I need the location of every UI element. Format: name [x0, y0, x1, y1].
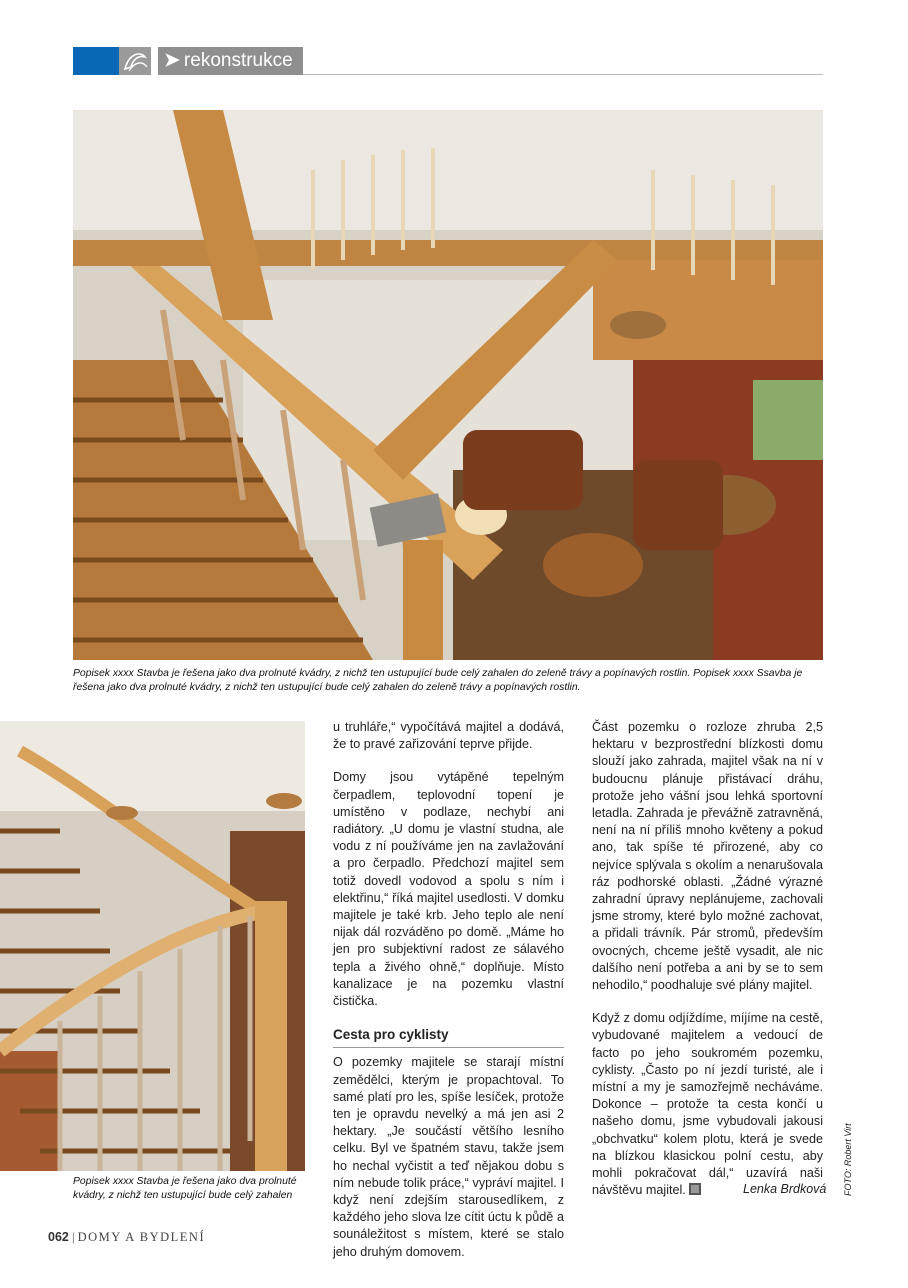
header-rule: [303, 74, 823, 75]
magazine-logo-icon: [119, 47, 151, 75]
section-label: rekonstrukce: [183, 50, 293, 71]
page-footer: [48, 1230, 205, 1245]
paragraph: [592, 1010, 823, 1199]
magazine-name: DOMY A BYDLENÍ: [77, 1230, 206, 1244]
chevron-right-icon: ➤: [164, 50, 180, 71]
paragraph: O pozemky majitele se starají místní zemědělci, kterým je propachtoval. To samé platí pro les, spíše lesíček, protože ten je opravdu nevelký a má jen asi 2 hektary. „Je součástí většího lesního celku. Byl ve špatném stavu, takže jsem ho nechal vyčistit a teď nějakou dobu s ním nebude tolik práce,“ vypráví majitel. I když není zdejším starousedlíkem, z každého jeho slova lze cítit úctu k půdě a sounáležitost s místem, které se stalo jeho druhým domovem.: [333, 1055, 564, 1259]
photo-credit: FOTO: Robert Virt: [843, 1123, 853, 1196]
paragraph: Domy jsou vytápěné tepelným čerpadlem, teplovodní topení je umístěno v podlaze, nechybí ani radiátory. „U domu je vlastní studna, ale vodu z ní používáme jen na zavlažování a pro čerpadlo. Předchozí majitel sem totiž dovedl vodovod a spolu s ním i elektřinu,“ říká majitel usedlosti. V domku majitele je také krb. Jeho teplo ale není nijak dál rozváděno po domě. „Máme ho jen pro subjektivní radost ze sálavého tepla a živého ohně,“ doplňuje. Místo kanalizace je na pozemku vlastní čistička.: [333, 770, 564, 1009]
article-column-2: [592, 719, 823, 1215]
main-photo-caption: Popisek xxxx Stavba je řešena jako dva prolnuté kvádry, z nichž ten ustupující bude celý zahalen do zeleně trávy a popínavých rostlin. Popisek xxxx Ssavba je řešena jako dva prolnuté kvádry, z nichž ten ustupující bude celý zahalen do zeleně trávy a popínavých rostlin.: [73, 668, 803, 693]
paragraph: Část pozemku o rozloze zhruba 2,5 hektaru v bezprostřední blízkosti domu slouží jako zahrada, majitel však na ní v budoucnu plánuje přistávací dráhu, protože jeho vášní jsou lehká sportovní letadla. Zahrada je převážně zatravněná, není na ní příliš mnoho květeny a pokud ano, tak spíše té přirozené, aby co nejvíce splývala s okolím a nenarušovala ráz podhorské oblasti. „Žádné výrazné zahradní úpravy neplánujeme, zachovali jsme stromy, které bylo možné zachovat, a přidali trávník. Pár stromů, především ovocných, chceme ještě vysadit, ale nic dalšího není potřeba a ani by se to sem nehodilo,“ poodhaluje své plány majitel.: [592, 720, 823, 993]
paragraph-text: Když z domu odjíždíme, míjíme na cestě, vybudované majitelem a vedoucí de facto po jeho soukromém pozemku, cyklisty. „Často po ní jezdí turisté, ale i místní a my je samozřejmě necháváme. Dokonce – protože ta cesta končí u našeho domu, jsme vybudovali jakousi „obchvatku“ kolem plotu, která je svede na blízkou klasickou polní cestu, aby mohli pokračovat dál,“ uzavírá naši návštěvu majitel.: [592, 1011, 823, 1198]
page-number: 062: [48, 1230, 69, 1244]
section-tab: [158, 47, 303, 75]
footer-separator: |: [71, 1230, 75, 1244]
side-photo: [0, 721, 305, 1171]
subheading: Cesta pro cyklisty: [333, 1026, 564, 1048]
end-of-article-icon: [689, 1183, 701, 1195]
author-signature: Lenka Brdková: [743, 1182, 827, 1196]
main-photo: [73, 110, 823, 660]
paragraph: u truhláře,“ vypočítává majitel a dodává, že to pravé zařizování teprve přijde.: [333, 720, 564, 752]
section-color-block: [73, 47, 119, 75]
article-column-1: [333, 719, 564, 1277]
side-photo-caption: Popisek xxxx Stavba je řešena jako dva prolnuté kvádry, z nichž ten ustupující bude celý zahalen: [73, 1176, 297, 1201]
section-header: [73, 47, 823, 77]
